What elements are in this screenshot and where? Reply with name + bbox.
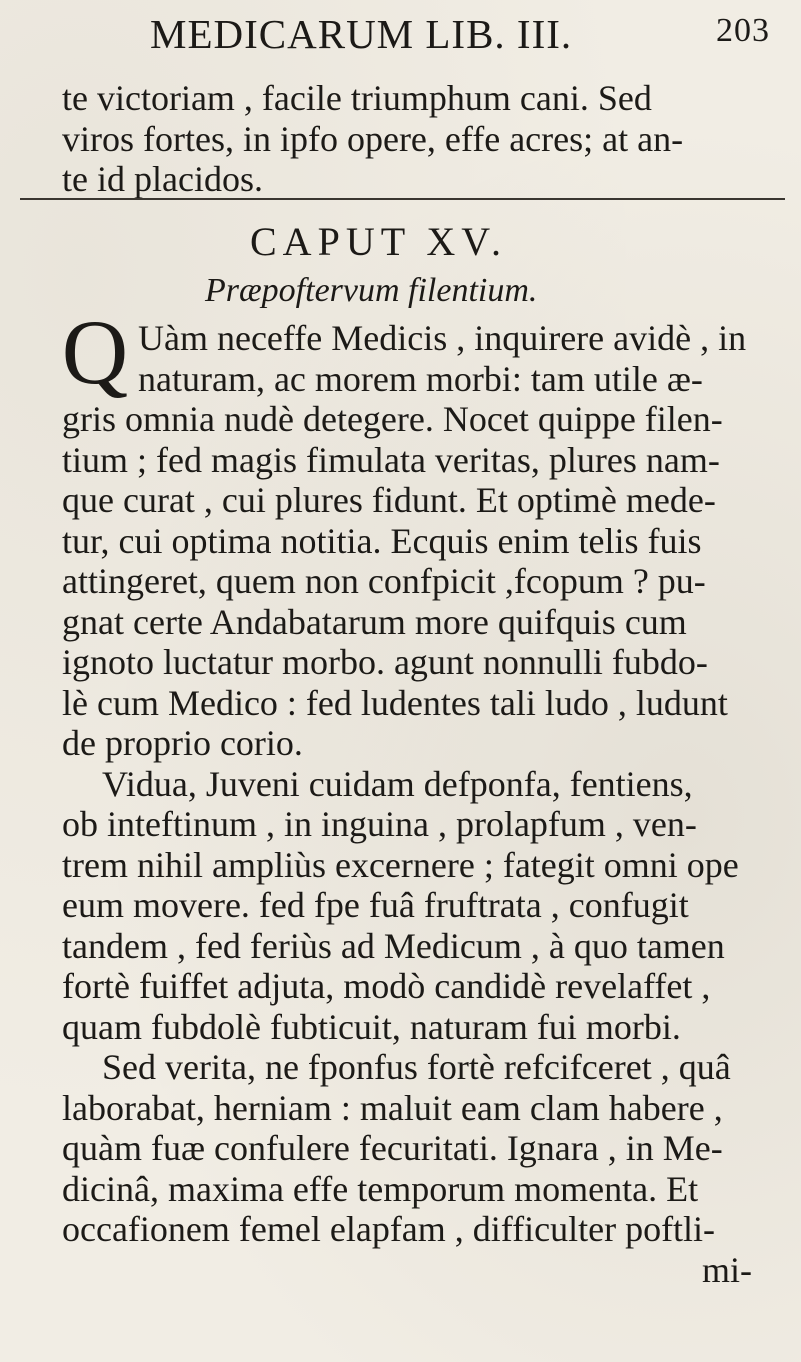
running-head xyxy=(150,10,770,70)
catchword: mi- xyxy=(702,1249,752,1290)
text-line: tur, cui optima notitia. Ecquis enim telis fuis xyxy=(62,520,702,561)
text-line: naturam, ac morem morbi: tam utile æ- xyxy=(138,358,703,399)
running-head-title: MEDICARUM LIB. III. xyxy=(150,11,573,57)
text-line: fortè fuiffet adjuta, modò candidè revelaffet , xyxy=(62,966,711,1006)
text-line: ignoto luctatur morbo. agunt nonnulli fubdo- xyxy=(62,642,708,682)
text-line: tandem , fed feriùs ad Medicum , à quo tamen xyxy=(62,925,725,966)
text-line: quam fubdolè fubticuit, naturam fui morbi. xyxy=(62,1006,681,1047)
text-line: que curat , cui plures fidunt. Et optimè mede- xyxy=(62,480,716,520)
previous-chapter-ending xyxy=(62,78,762,200)
text-line: attingeret, quem non confpicit ,fcopum ? pu- xyxy=(62,561,706,601)
text-line: dicinâ, maxima effe temporum momenta. Et xyxy=(62,1168,699,1209)
text-line: Uàm neceffe Medicis , inquirere avidè , in xyxy=(138,318,747,358)
text-line: quàm fuæ confulere fecuritati. Ignara , in Me- xyxy=(62,1128,723,1168)
section-divider xyxy=(20,198,785,200)
text-line: ob inteftinum , in inguina , prolapfum , ven- xyxy=(62,804,697,844)
text-line: viros fortes, in ipfo opere, effe acres; at an- xyxy=(62,118,684,159)
text-line: occafionem femel elapfam , difficulter poftli- xyxy=(62,1209,716,1249)
text-line: trem nihil ampliùs excernere ; fategit omni ope xyxy=(62,844,739,885)
text-line: eum movere. fed fpe fuâ fruftrata , confugit xyxy=(62,885,689,925)
chapter-subtitle: Præpoftervum filentium. xyxy=(205,272,538,309)
text-line: lè cum Medico : fed ludentes tali ludo , ludunt xyxy=(62,682,728,723)
text-line: Vidua, Juveni cuidam defponfa, fentiens, xyxy=(102,763,693,804)
chapter-body xyxy=(62,318,762,1290)
text-line: te victoriam , facile triumphum cani. Sed xyxy=(62,78,652,118)
text-line: te id placidos. xyxy=(62,159,263,199)
text-line: gris omnia nudè detegere. Nocet quippe filen- xyxy=(62,399,723,439)
text-line: tium ; fed magis fimulata veritas, plures nam- xyxy=(62,439,720,480)
text-line: laborabat, herniam : maluit eam clam habere , xyxy=(62,1087,723,1128)
text-line: de proprio corio. xyxy=(62,723,303,763)
text-line: Sed verita, ne fponfus fortè refcifceret , quâ xyxy=(102,1047,731,1087)
page-number: 203 xyxy=(716,12,770,49)
chapter-heading: CAPUT XV. xyxy=(250,219,508,264)
drop-cap: Q xyxy=(61,301,129,403)
text-line: gnat certe Andabatarum more quifquis cum xyxy=(62,601,687,642)
